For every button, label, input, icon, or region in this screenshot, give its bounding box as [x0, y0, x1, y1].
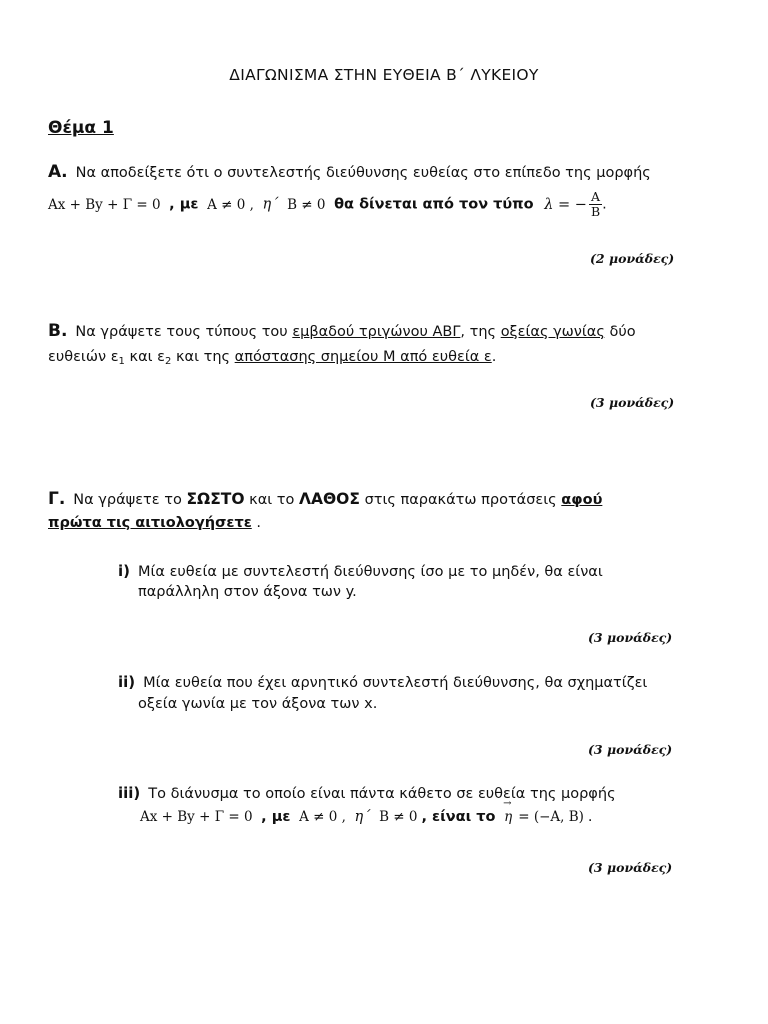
or-text: η΄	[354, 809, 371, 825]
condition-b: Β ≠ 0	[287, 196, 326, 213]
part-b-line2	[48, 349, 496, 367]
after-underlined: αφού	[561, 492, 603, 508]
formula-intro: θα δίνεται από τον τύπο	[334, 196, 534, 213]
is-text: , είναι το	[421, 809, 496, 825]
part-a-line2	[48, 190, 607, 219]
with-text: , με	[261, 809, 291, 825]
subscript-2: 2	[165, 356, 172, 367]
part-b-text3: δύο	[609, 324, 636, 340]
item-iii-line2	[140, 809, 593, 825]
section-heading: Θέμα 1	[48, 118, 114, 138]
part-b-points: (3 μονάδες)	[590, 395, 675, 410]
item-ii-line1	[118, 673, 647, 691]
part-b-text6: και της	[175, 349, 231, 365]
item-i-line1	[118, 562, 603, 580]
line-equation: Αx + Βy + Γ = 0	[48, 196, 161, 213]
part-a-points: (2 μονάδες)	[590, 251, 675, 266]
word-wrong: ΛΑΘΟΣ	[299, 490, 360, 508]
subscript-1: 1	[118, 356, 125, 367]
part-b-label: Β.	[48, 321, 68, 341]
part-c-text1: Να γράψετε το	[73, 492, 182, 508]
part-b-text5: και ε	[129, 349, 165, 365]
period: .	[256, 515, 261, 531]
part-c-line1	[48, 489, 602, 509]
distance-underlined: απόστασης σημείου Μ από ευθεία ε	[234, 349, 492, 365]
item-iii-label: iii)	[118, 784, 141, 802]
part-b-line1	[48, 321, 636, 341]
condition-a: Α ≠ 0 ,	[299, 809, 346, 825]
period: .	[587, 809, 593, 825]
period: .	[491, 349, 497, 365]
word-correct: ΣΩΣΤΟ	[186, 490, 245, 508]
condition-b: Β ≠ 0	[379, 809, 418, 825]
item-ii-line2: οξεία γωνία με τον άξονα των x.	[138, 696, 378, 712]
part-b-text2: , της	[460, 324, 497, 340]
part-b-text1: Να γράψετε τους τύπους του	[75, 324, 288, 340]
fraction-numerator: Α	[589, 190, 602, 205]
justify-underlined: πρώτα τις αιτιολογήσετε	[48, 515, 252, 531]
item-i-text1: Μία ευθεία με συντελεστή διεύθυνσης ίσο με το μηδέν, θα είναι	[138, 564, 603, 580]
line-equation: Αx + Βy + Γ = 0	[140, 809, 253, 825]
triangle-area-underlined: εμβαδού τριγώνου ΑΒΓ	[292, 324, 461, 340]
item-iii-text1: Το διάνυσμα το οποίο είναι πάντα κάθετο σε ευθεία της μορφής	[148, 786, 616, 802]
with-text: , με	[169, 196, 199, 213]
item-i-points: (3 μονάδες)	[588, 630, 673, 645]
document-title: ΔΙΑΓΩΝΙΣΜΑ ΣΤΗΝ ΕΥΘΕΙΑ Β΄ ΛΥΚΕΙΟΥ	[229, 66, 539, 84]
fraction-denominator: Β	[590, 204, 601, 219]
vector-value: = (−Α, Β)	[518, 809, 584, 825]
part-a-line1	[48, 162, 651, 182]
part-c-label: Γ.	[48, 489, 66, 509]
condition-a: Α ≠ 0 ,	[207, 196, 254, 213]
item-ii-label: ii)	[118, 673, 136, 691]
part-c-line2	[48, 515, 261, 531]
normal-vector: → η	[504, 809, 512, 825]
part-c-text2: και το	[249, 492, 295, 508]
part-b-text4: ευθειών ε	[48, 349, 119, 365]
acute-angle-underlined: οξείας γωνίας	[500, 324, 605, 340]
item-ii-text1: Μία ευθεία που έχει αρνητικό συντελεστή διεύθυνσης, θα σχηματίζει	[143, 675, 648, 691]
part-c-text3: στις παρακάτω προτάσεις	[364, 492, 557, 508]
item-iii-points: (3 μονάδες)	[588, 860, 673, 875]
lambda-formula: λ = −	[544, 196, 587, 213]
or-text: η΄	[262, 196, 279, 213]
fraction	[589, 190, 602, 219]
part-a-label: Α.	[48, 162, 68, 182]
part-a-text: Να αποδείξετε ότι ο συντελεστής διεύθυνσης ευθείας στο επίπεδο της μορφής	[75, 165, 651, 181]
item-i-label: i)	[118, 562, 130, 580]
item-i-line2: παράλληλη στον άξονα των y.	[138, 584, 357, 600]
item-iii-line1	[118, 784, 616, 802]
item-ii-points: (3 μονάδες)	[588, 742, 673, 757]
period: .	[602, 196, 607, 213]
